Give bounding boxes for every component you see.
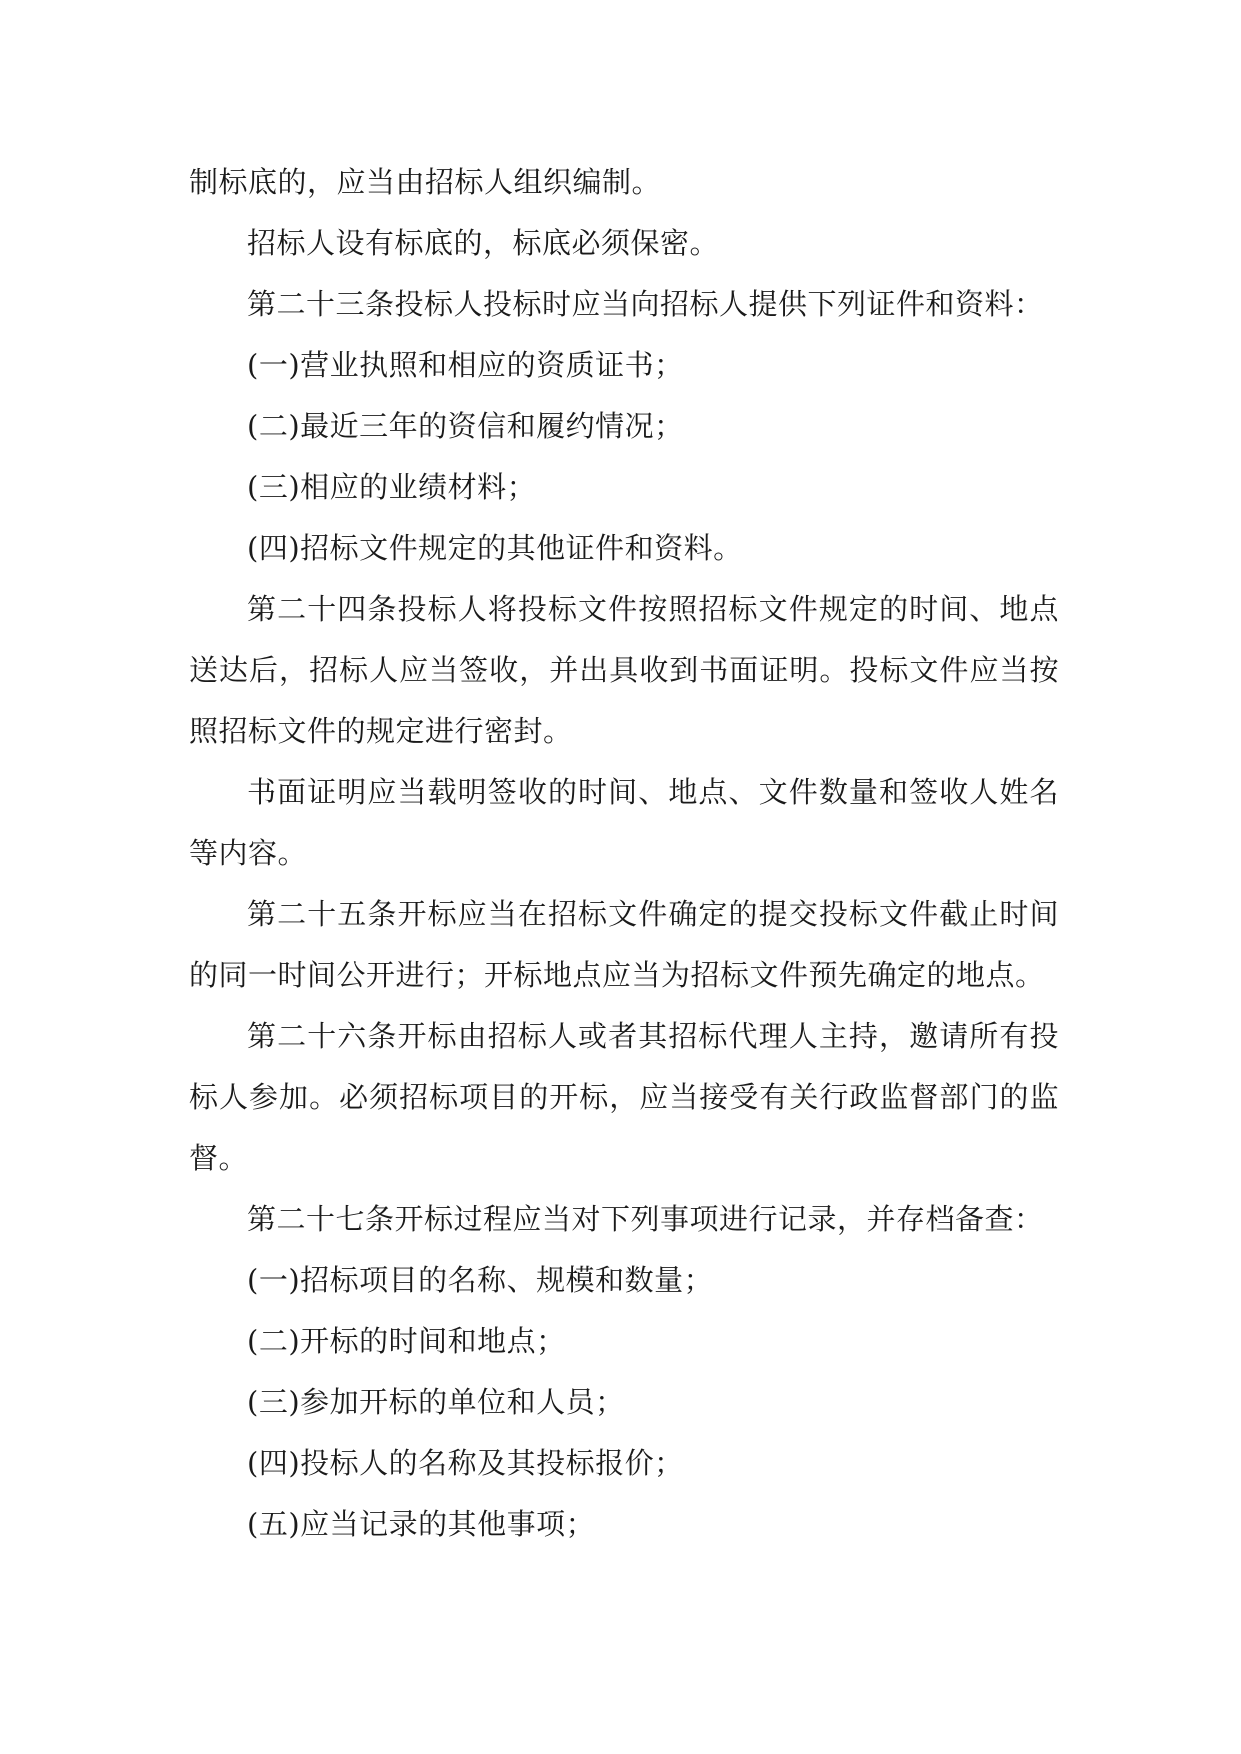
list-item-article-27-5: (五)应当记录的其他事项； <box>247 1507 596 1541</box>
list-item-article-23-1: (一)营业执照和相应的资质证书； <box>247 348 684 382</box>
list-item-article-27-3: (三)参加开标的单位和人员； <box>247 1385 625 1419</box>
paragraph-article-24: 第二十四条投标人将投标文件按照招标文件规定的时间、地点送达后，招标人应当签收，并出具收到书面证明。投标文件应当按照招标文件的规定进行密封。 <box>189 592 1059 748</box>
paragraph-article-23: 第二十三条投标人投标时应当向招标人提供下列证件和资料： <box>247 287 1044 321</box>
list-item-article-23-4: (四)招标文件规定的其他证件和资料。 <box>247 531 743 565</box>
list-item-article-27-2: (二)开标的时间和地点； <box>247 1324 566 1358</box>
paragraph-written-proof: 书面证明应当载明签收的时间、地点、文件数量和签收人姓名等内容。 <box>189 775 1059 870</box>
paragraph-continuation: 制标底的，应当由招标人组织编制。 <box>189 165 662 199</box>
paragraph-article-27: 第二十七条开标过程应当对下列事项进行记录，并存档备查： <box>247 1202 1044 1236</box>
paragraph-article-26: 第二十六条开标由招标人或者其招标代理人主持，邀请所有投标人参加。必须招标项目的开标，应当接受有关行政监督部门的监督。 <box>189 1019 1059 1175</box>
list-item-article-27-1: (一)招标项目的名称、规模和数量； <box>247 1263 714 1297</box>
list-item-article-23-3: (三)相应的业绩材料； <box>247 470 537 504</box>
list-item-article-23-2: (二)最近三年的资信和履约情况； <box>247 409 684 443</box>
paragraph-article-25: 第二十五条开标应当在招标文件确定的提交投标文件截止时间的同一时间公开进行；开标地点应当为招标文件预先确定的地点。 <box>189 897 1059 992</box>
list-item-article-27-4: (四)投标人的名称及其投标报价； <box>247 1446 684 1480</box>
paragraph-bid-floor-secrecy: 招标人设有标底的，标底必须保密。 <box>247 226 720 260</box>
document-body <box>189 152 1059 1555</box>
